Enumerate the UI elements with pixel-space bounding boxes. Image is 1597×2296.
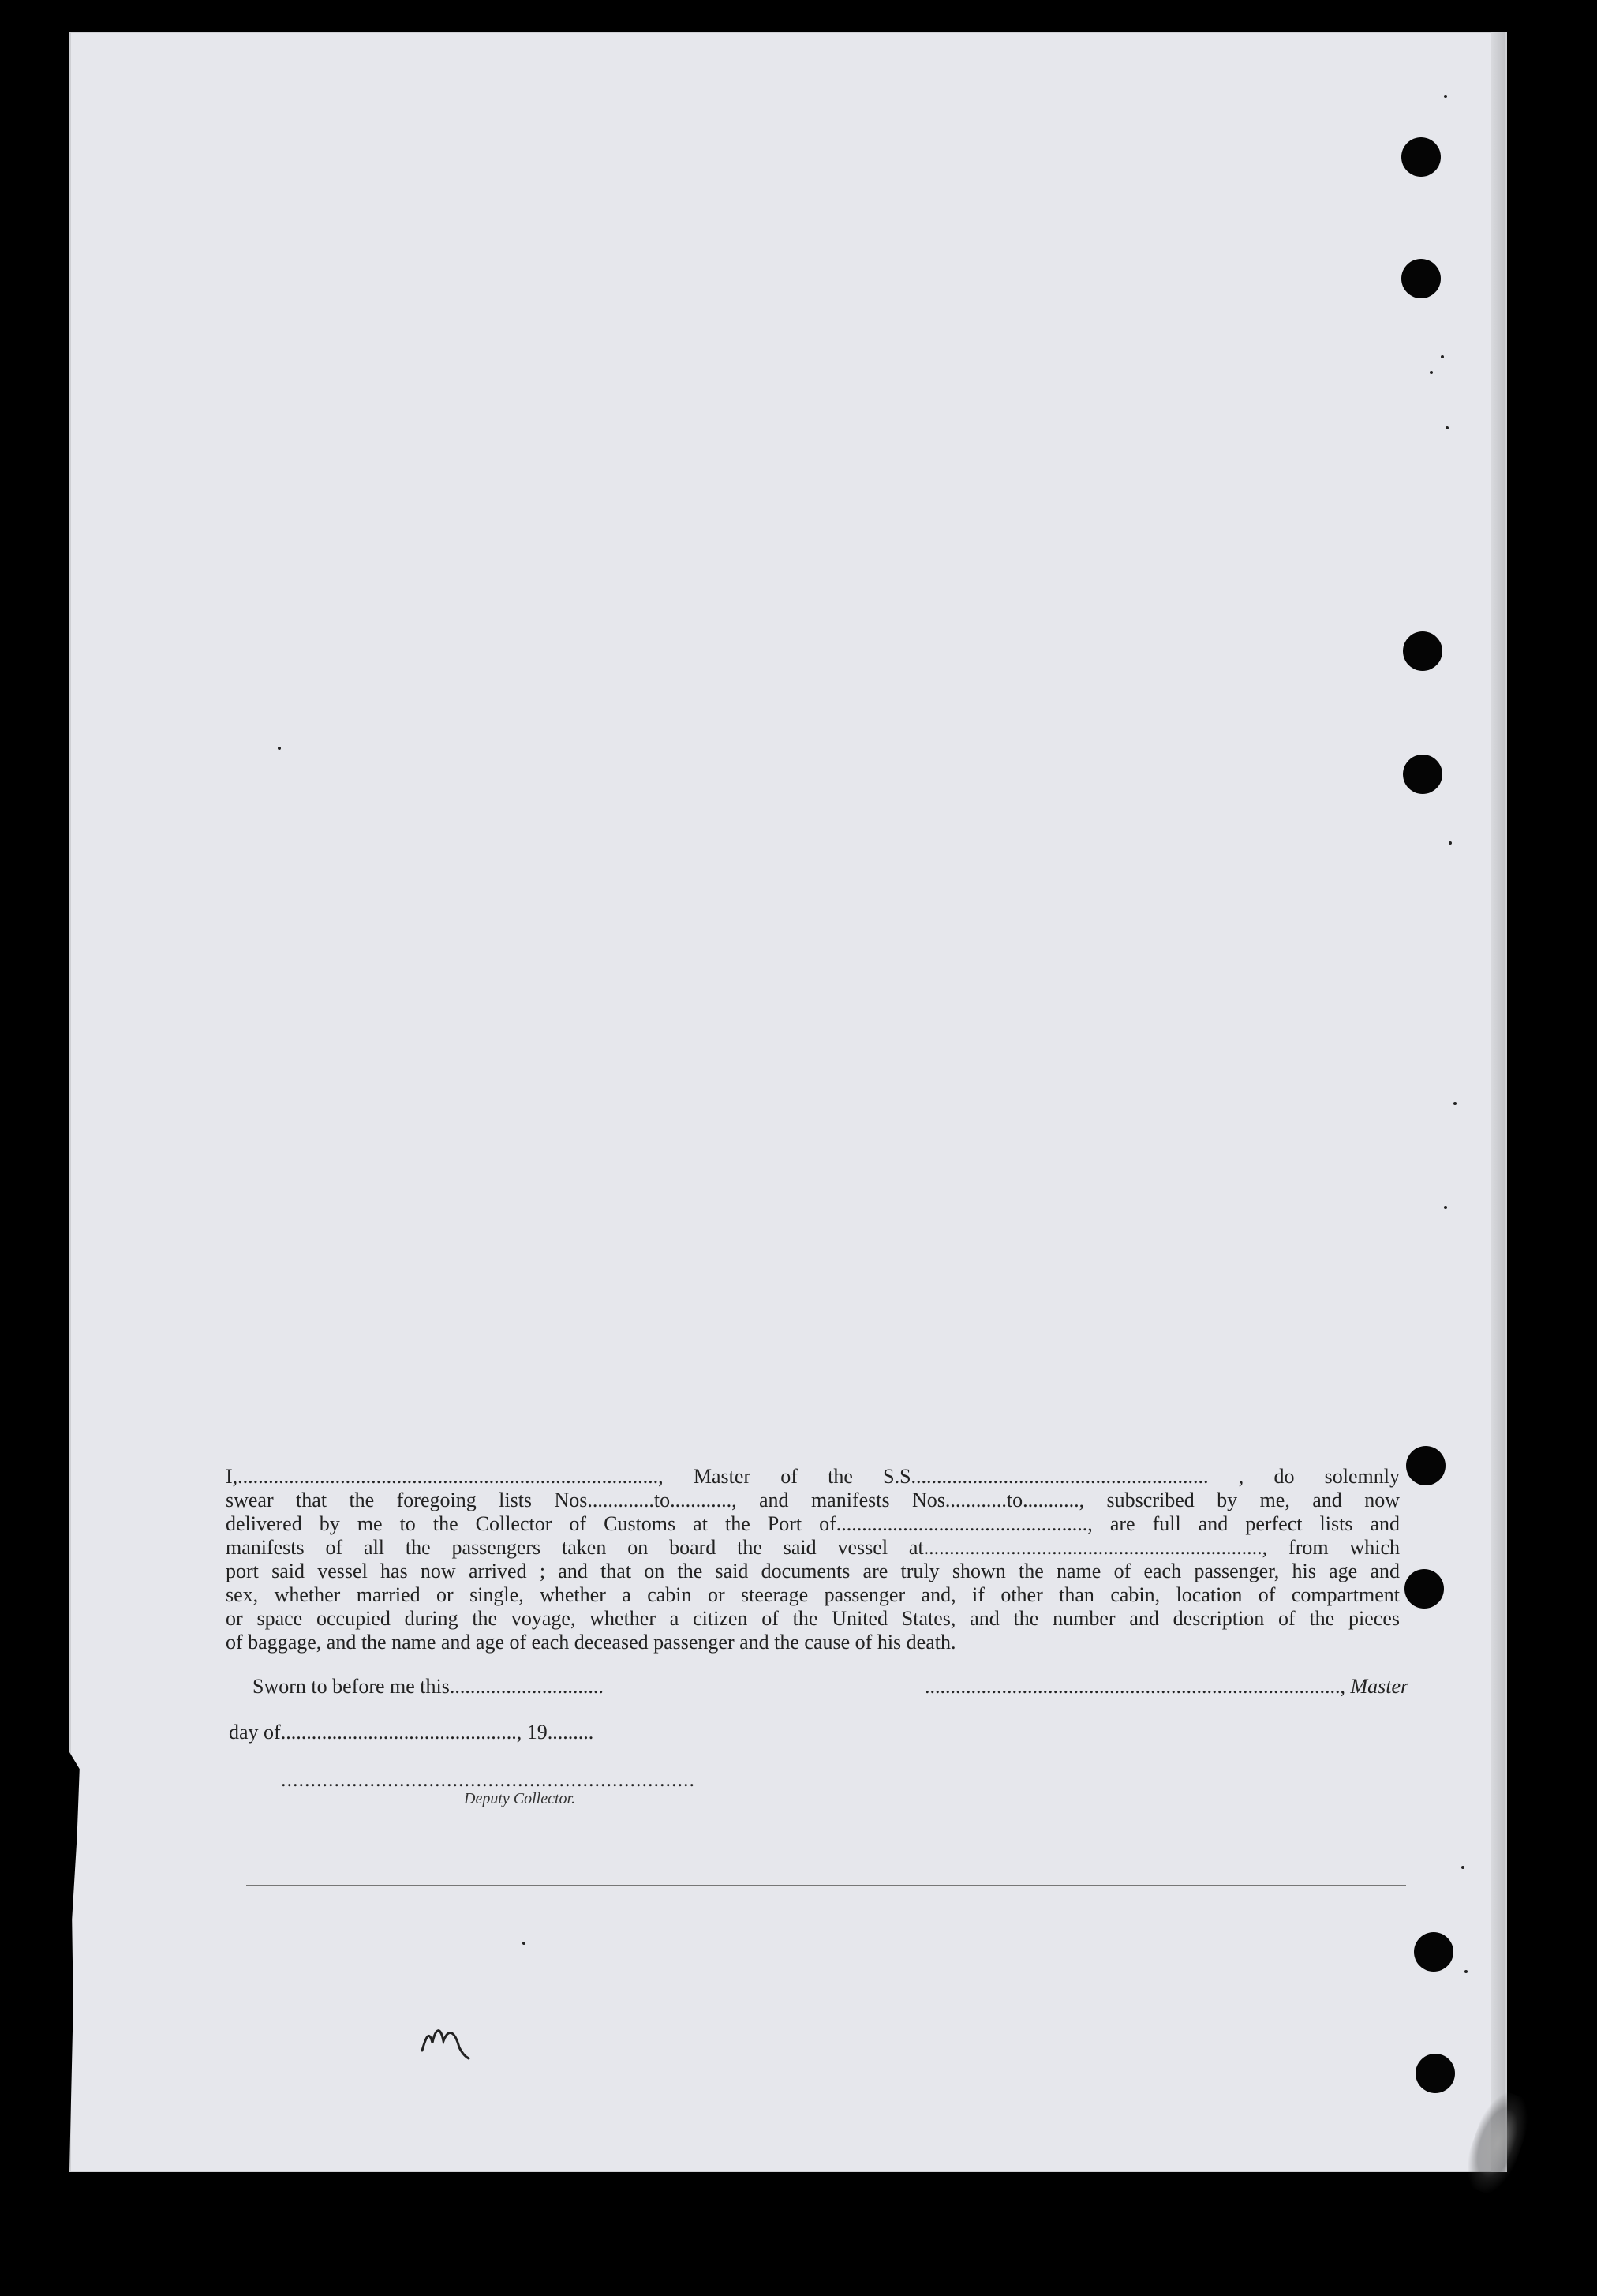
oath-line: manifests of all the passengers taken on board the said vessel at.................................................................., from which [226, 1536, 1400, 1559]
day-of-line: day of.............................................., 19......... [229, 1721, 594, 1744]
horizontal-rule [246, 1885, 1406, 1886]
binder-hole [1414, 1932, 1453, 1972]
dust-speck [1446, 426, 1449, 429]
sworn-before-line: Sworn to before me this.............................. [252, 1675, 604, 1698]
dust-speck [1444, 95, 1447, 98]
binder-hole [1416, 2054, 1455, 2093]
master-signature-dots: ................................................................................., [925, 1675, 1345, 1698]
oath-line: swear that the foregoing lists Nos.............to............, and manifests Nos............to..........., subscribed by me, and now [226, 1489, 1400, 1511]
oath-line: I,.................................................................................., Master of the S.S.......................................................... , do solemnly [226, 1465, 1400, 1488]
dust-speck [1441, 355, 1444, 358]
dust-speck [1464, 1970, 1468, 1973]
master-label: Master [1350, 1675, 1409, 1698]
dust-speck [1461, 1866, 1464, 1869]
oath-line: port said vessel has now arrived ; and that on the said documents are truly shown the name of each passenger, his age and [226, 1560, 1400, 1582]
dust-speck [278, 747, 281, 750]
page-edge-shadow [1491, 32, 1505, 2172]
oath-line: of baggage, and the name and age of each deceased passenger and the cause of his death. [226, 1631, 956, 1654]
binder-hole [1404, 1569, 1444, 1609]
deputy-collector-label: Deputy Collector. [464, 1790, 576, 1807]
binder-hole [1403, 755, 1442, 794]
binder-hole [1403, 631, 1442, 671]
dust-speck [1449, 841, 1452, 845]
handwritten-mark [418, 2013, 481, 2060]
dust-speck [1444, 1206, 1447, 1209]
master-signature-line [925, 1675, 1408, 1699]
binder-hole [1401, 259, 1441, 298]
dust-speck [1453, 1102, 1457, 1105]
oath-line: sex, whether married or single, whether a cabin or steerage passenger and, if other than cabin, location of compartment [226, 1583, 1400, 1606]
binder-hole [1401, 137, 1441, 177]
dust-speck [1430, 371, 1433, 374]
oath-line: delivered by me to the Collector of Customs at the Port of................................................., are full and perfect lists and [226, 1512, 1400, 1535]
dust-speck [522, 1942, 525, 1945]
document-page [69, 32, 1507, 2172]
binder-hole [1406, 1446, 1446, 1485]
master-oath-paragraph [226, 1465, 1400, 1654]
deputy-collector-signature-line: ...................................................................... [281, 1768, 695, 1791]
oath-line: or space occupied during the voyage, whether a citizen of the United States, and the number and description of the pieces [226, 1607, 1400, 1630]
